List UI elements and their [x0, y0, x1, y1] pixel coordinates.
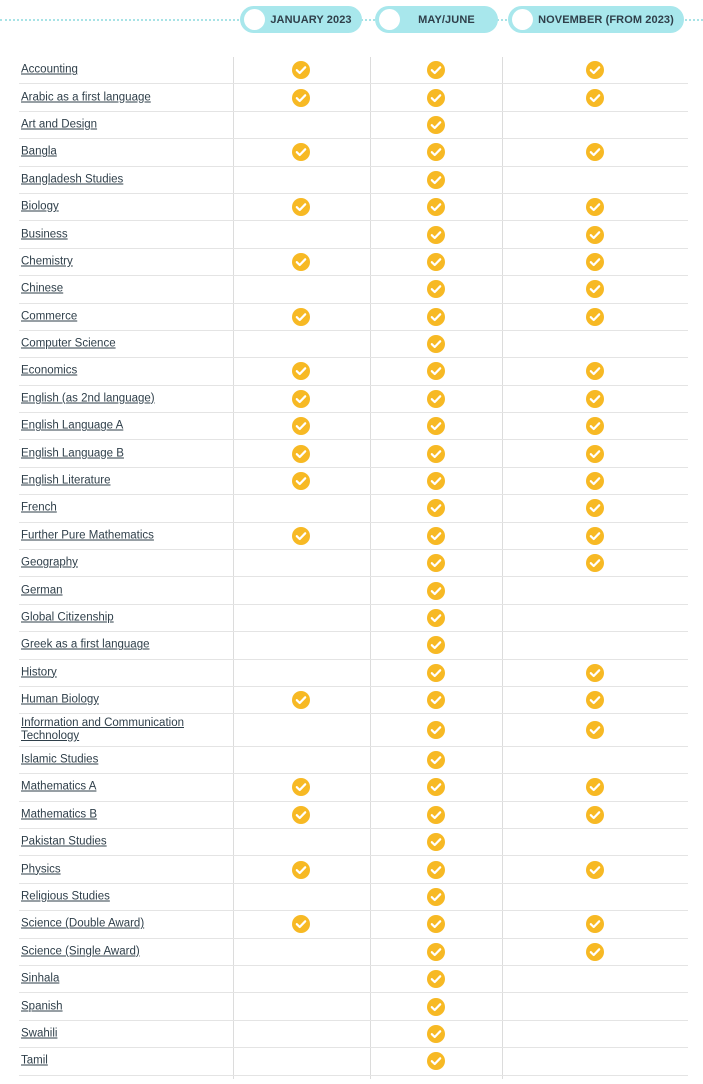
subject-link[interactable]: Science (Single Award)	[21, 945, 140, 958]
subject-link[interactable]: English Language B	[21, 447, 124, 460]
check-icon	[292, 308, 310, 326]
check-icon	[586, 143, 604, 161]
subject-link[interactable]: Computer Science	[21, 337, 116, 350]
check-icon	[586, 806, 604, 824]
subject-link[interactable]: Mathematics A	[21, 780, 97, 793]
check-icon	[427, 861, 445, 879]
table-row	[19, 112, 688, 139]
filter-label: MAY/JUNE	[418, 13, 475, 26]
subject-link[interactable]: Biology	[21, 200, 59, 213]
filter-label: JANUARY 2023	[270, 13, 352, 26]
check-icon	[586, 417, 604, 435]
subject-link[interactable]: Bangla	[21, 145, 57, 158]
subject-link[interactable]: Islamic Studies	[21, 753, 99, 766]
check-icon	[427, 472, 445, 490]
subject-link[interactable]: Mathematics B	[21, 808, 98, 821]
check-icon	[292, 253, 310, 271]
table-row	[19, 358, 688, 385]
subject-link[interactable]: English (as 2nd language)	[21, 392, 155, 405]
check-icon	[427, 751, 445, 769]
subject-link[interactable]: Economics	[21, 364, 78, 377]
check-icon	[292, 390, 310, 408]
check-icon	[427, 721, 445, 739]
check-icon	[427, 806, 445, 824]
check-icon	[427, 915, 445, 933]
subject-link[interactable]: Human Biology	[21, 693, 99, 706]
table-row	[19, 413, 688, 440]
check-icon	[427, 527, 445, 545]
filter-may-june[interactable]	[375, 6, 498, 33]
check-icon	[586, 499, 604, 517]
session-filter-bar	[0, 0, 703, 40]
check-icon	[427, 143, 445, 161]
check-icon	[427, 888, 445, 906]
check-icon	[292, 691, 310, 709]
filter-november-from-2023[interactable]	[508, 6, 684, 33]
table-row	[19, 939, 688, 966]
subject-link[interactable]: Pakistan Studies	[21, 835, 107, 848]
check-icon	[586, 472, 604, 490]
subject-link[interactable]: English Literature	[21, 474, 111, 487]
check-icon	[427, 390, 445, 408]
subject-link[interactable]: Global Citizenship	[21, 611, 114, 624]
table-row	[19, 249, 688, 276]
check-icon	[427, 226, 445, 244]
check-icon	[292, 198, 310, 216]
check-icon	[427, 280, 445, 298]
subject-link[interactable]: History	[21, 666, 57, 679]
check-icon	[427, 554, 445, 572]
table-row	[19, 660, 688, 687]
subject-availability-table	[19, 57, 688, 1076]
check-icon	[427, 362, 445, 380]
check-icon	[427, 943, 445, 961]
check-icon	[427, 171, 445, 189]
table-row	[19, 523, 688, 550]
table-row	[19, 966, 688, 993]
subject-link[interactable]: English Language A	[21, 419, 124, 432]
filter-january-2023[interactable]	[240, 6, 362, 33]
check-icon	[292, 445, 310, 463]
check-icon	[292, 472, 310, 490]
check-icon	[427, 499, 445, 517]
table-row	[19, 57, 688, 84]
check-icon	[427, 445, 445, 463]
check-icon	[292, 527, 310, 545]
table-row	[19, 1048, 688, 1075]
table-row	[19, 386, 688, 413]
check-icon	[292, 61, 310, 79]
subject-link[interactable]: Physics	[21, 863, 61, 876]
check-icon	[427, 609, 445, 627]
check-icon	[427, 1052, 445, 1070]
subject-link[interactable]: Information and Communication Technology	[21, 717, 184, 743]
check-icon	[427, 691, 445, 709]
check-icon	[292, 861, 310, 879]
subject-link[interactable]: Art and Design	[21, 118, 98, 131]
table-row	[19, 632, 688, 659]
check-icon	[292, 362, 310, 380]
check-icon	[586, 362, 604, 380]
table-row	[19, 194, 688, 221]
subject-link[interactable]: Accounting	[21, 63, 78, 76]
check-icon	[427, 778, 445, 796]
check-icon	[427, 582, 445, 600]
check-icon	[586, 691, 604, 709]
check-icon	[427, 664, 445, 682]
check-icon	[586, 527, 604, 545]
check-icon	[586, 61, 604, 79]
check-icon	[586, 861, 604, 879]
check-icon	[586, 445, 604, 463]
subject-link[interactable]: French	[21, 501, 57, 514]
check-icon	[427, 417, 445, 435]
table-row	[19, 856, 688, 883]
table-row	[19, 167, 688, 194]
table-row	[19, 221, 688, 248]
table-row	[19, 802, 688, 829]
filter-label: NOVEMBER (FROM 2023)	[538, 13, 674, 26]
check-icon	[292, 417, 310, 435]
check-icon	[427, 335, 445, 353]
check-icon	[586, 390, 604, 408]
check-icon	[586, 226, 604, 244]
subject-link[interactable]: Business	[21, 228, 68, 241]
check-icon	[427, 116, 445, 134]
table-row	[19, 687, 688, 714]
subject-link[interactable]: Spanish	[21, 1000, 63, 1013]
check-icon	[586, 664, 604, 682]
table-row	[19, 331, 688, 358]
table-row	[19, 139, 688, 166]
check-icon	[427, 636, 445, 654]
check-icon	[427, 198, 445, 216]
table-row	[19, 550, 688, 577]
subject-link[interactable]: Religious Studies	[21, 890, 110, 903]
check-icon	[586, 915, 604, 933]
subject-link[interactable]: German	[21, 584, 63, 597]
table-row	[19, 747, 688, 774]
table-row	[19, 440, 688, 467]
check-icon	[586, 280, 604, 298]
check-icon	[586, 308, 604, 326]
subject-link[interactable]: Bangladesh Studies	[21, 173, 124, 186]
check-icon	[427, 253, 445, 271]
subject-link[interactable]: Tamil	[21, 1054, 48, 1067]
table-row	[19, 774, 688, 801]
check-icon	[586, 253, 604, 271]
check-icon	[427, 998, 445, 1016]
subject-link[interactable]: Geography	[21, 556, 78, 569]
table-row	[19, 276, 688, 303]
subject-link[interactable]: Swahili	[21, 1027, 58, 1040]
table-row	[19, 829, 688, 856]
table-row	[19, 577, 688, 604]
check-icon	[292, 143, 310, 161]
subject-link[interactable]: Arabic as a first language	[21, 91, 151, 104]
subject-link[interactable]: Greek as a first language	[21, 638, 150, 651]
check-icon	[586, 554, 604, 572]
check-icon	[586, 89, 604, 107]
check-icon	[586, 778, 604, 796]
subject-link[interactable]: Sinhala	[21, 972, 60, 985]
table-row	[19, 714, 688, 747]
check-icon	[292, 89, 310, 107]
subject-link[interactable]: Further Pure Mathematics	[21, 529, 154, 542]
check-icon	[292, 806, 310, 824]
check-icon	[292, 915, 310, 933]
table-row	[19, 495, 688, 522]
check-icon	[427, 833, 445, 851]
table-row	[19, 304, 688, 331]
subject-link[interactable]: Commerce	[21, 310, 78, 323]
subject-link[interactable]: Chemistry	[21, 255, 73, 268]
subject-link[interactable]: Science (Double Award)	[21, 917, 145, 930]
check-icon	[586, 721, 604, 739]
check-icon	[427, 89, 445, 107]
check-icon	[586, 943, 604, 961]
check-icon	[586, 198, 604, 216]
table-row	[19, 911, 688, 938]
table-row	[19, 884, 688, 911]
table-row	[19, 1021, 688, 1048]
check-icon	[427, 308, 445, 326]
table-row	[19, 84, 688, 111]
table-row	[19, 605, 688, 632]
check-icon	[427, 61, 445, 79]
check-icon	[292, 778, 310, 796]
check-icon	[427, 1025, 445, 1043]
table-row	[19, 993, 688, 1020]
table-row	[19, 468, 688, 495]
subject-link[interactable]: Chinese	[21, 282, 64, 295]
check-icon	[427, 970, 445, 988]
